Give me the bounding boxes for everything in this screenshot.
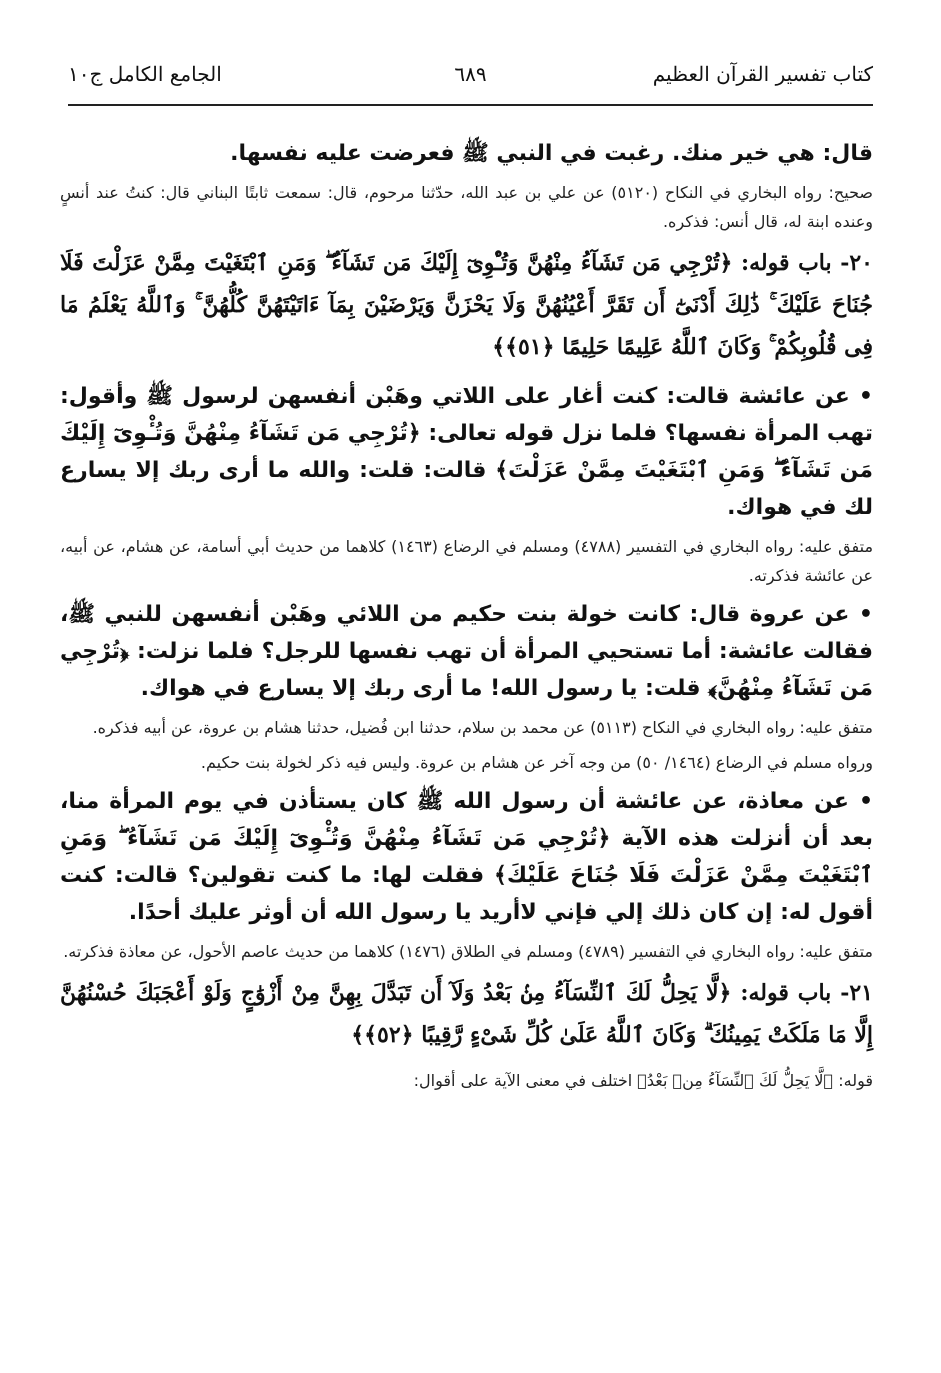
takhrij-note: ورواه مسلم في الرضاع (١٤٦٤/ ٥٠) من وجه آخر عن هشام بن عروة. وليس فيه ذكر لخولة بنت حكيم. xyxy=(200,753,873,772)
volume-label: الجامع الكامل ج١٠ xyxy=(68,62,222,86)
hadith-text: • عن معاذة، عن عائشة أن رسول الله ﷺ كان يستأذن في يوم المرأة منا، بعد أن أنزلت هذه الآية ﴿تُرْجِي مَن تَشَآءُ مِنْهُنَّ وَتُـْٔوِىٓ إِلَيْكَ مَن تَشَآءُ ۖ وَمَنِ ٱبْتَغَيْتَ مِمَّنْ عَزَلْتَ فَلَا جُنَاحَ عَلَيْكَ﴾ فقلت لها: ما كنت تقولين؟ قالت: كنت أقول له: إن كان ذلك إلي فإني لاأريد يا رسول الله أن أوثر عليك أحدًا. xyxy=(60,789,873,925)
chapter-verse-heading: ٢٠- باب قوله: ﴿تُرْجِي مَن تَشَآءُ مِنْهُنَّ وَتُـْٔوِىٓ إِلَيْكَ مَن تَشَآءُ ۖ وَمَنِ ٱبْتَغَيْتَ مِمَّنْ عَزَلْتَ فَلَا جُنَاحَ عَلَيْكَ ۚ ذَٰلِكَ أَدْنَىٰٓ أَن تَقَرَّ أَعْيُنُهُنَّ وَلَا يَحْزَنَّ وَيَرْضَيْنَ بِمَآ ءَاتَيْتَهُنَّ كُلُّهُنَّ ۚ وَٱللَّهُ يَعْلَمُ مَا فِى قُلُوبِكُمْ ۚ وَكَانَ ٱللَّهُ عَلِيمًا حَلِيمًا ﴿٥١﴾﴾ xyxy=(60,250,873,360)
takhrij-note: متفق عليه: رواه البخاري في التفسير (٤٧٨٨) ومسلم في الرضاع (١٤٦٣) كلاهما من حديث أبي أسامة، عن هشام، عن أبيه، عن عائشة فذكرته. xyxy=(60,537,874,585)
chapter-verse-heading: ٢١- باب قوله: ﴿لَّا يَحِلُّ لَكَ ٱلنِّسَآءُ مِنۢ بَعْدُ وَلَآ أَن تَبَدَّلَ بِهِنَّ مِنْ أَزْوَٰجٍ وَلَوْ أَعْجَبَكَ حُسْنُهُنَّ إِلَّا مَا مَلَكَتْ يَمِينُكَ ۗ وَكَانَ ٱللَّهُ عَلَىٰ كُلِّ شَىْءٍ رَّقِيبًا ﴿٥٢﴾﴾ xyxy=(60,980,873,1048)
page-number: ٦٨٩ xyxy=(454,62,487,86)
header-rule xyxy=(68,104,873,106)
hadith-text: قال: هي خير منك. رغبت في النبي ﷺ فعرضت عليه نفسها. xyxy=(230,141,873,166)
hadith-text: • عن عائشة قالت: كنت أغار على اللاتي وهَبْن أنفسهن لرسول ﷺ وأقول: تهب المرأة نفسها؟ فلما نزل قوله تعالى: ﴿تُرْجِي مَن تَشَآءُ مِنْهُنَّ وَتُـْٔوِىٓ إِلَيْكَ مَن تَشَآءُ ۖ وَمَنِ ٱبْتَغَيْتَ مِمَّنْ عَزَلْتَ﴾ قالت: قلت: والله ما أرى ربك إلا يسارع لك في هواك. xyxy=(60,384,873,520)
book-title: كتاب تفسير القرآن العظيم xyxy=(652,62,873,86)
takhrij-note: متفق عليه: رواه البخاري في التفسير (٤٧٨٩) ومسلم في الطلاق (١٤٧٦) كلاهما من حديث عاصم الأحول، عن معاذة فذكرته. xyxy=(63,942,873,961)
takhrij-note: متفق عليه: رواه البخاري في النكاح (٥١١٣) عن محمد بن سلام، حدثنا ابن فُضيل، حدثنا هشام بن عروة، عن أبيه فذكره. xyxy=(92,718,873,737)
takhrij-note: صحيح: رواه البخاري في النكاح (٥١٢٠) عن علي بن عبد الله، حدّثنا مرحوم، قال: سمعت ثابتًا البناني قال: كنتُ عند أنسٍ وعنده ابنة له، قال أنس: فذكره. xyxy=(60,183,874,231)
page-body xyxy=(60,135,873,1101)
commentary-text: قوله: ﴿لَّا يَحِلُّ لَكَ ٱلنِّسَآءُ مِنۢ بَعْدُ﴾ اختلف في معنى الآية على أقوال: xyxy=(413,1071,873,1090)
hadith-text: • عن عروة قال: كانت خولة بنت حكيم من اللائي وهَبْن أنفسهن للنبي ﷺ، فقالت عائشة: أما تستحيي المرأة أن تهب نفسها للرجل؟ فلما نزلت: ﴿تُرْجِي مَن تَشَآءُ مِنْهُنَّ﴾ قلت: يا رسول الله! ما أرى ربك إلا يسارع في هواك. xyxy=(60,602,873,701)
page-header xyxy=(68,62,873,96)
